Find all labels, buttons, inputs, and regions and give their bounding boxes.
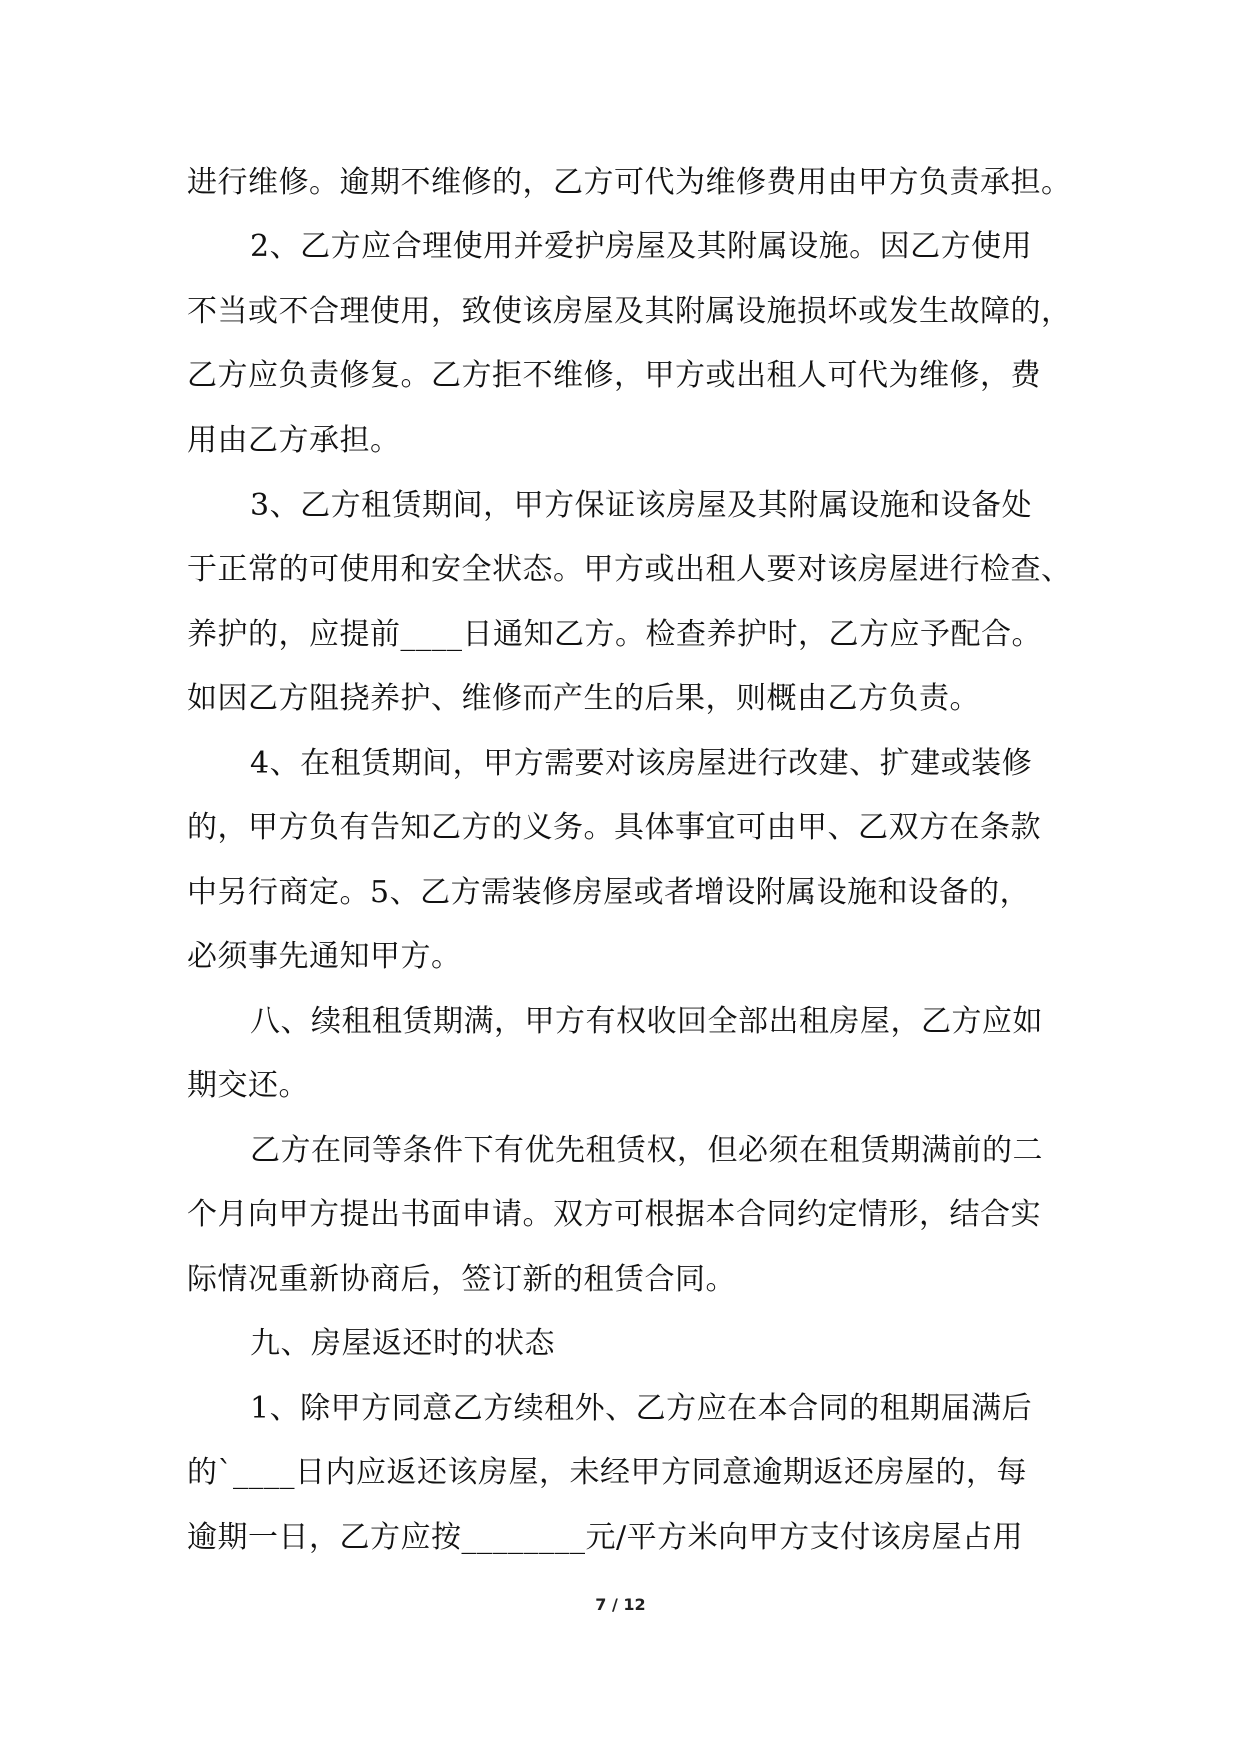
text-line: [0, 806, 1241, 850]
line-text: 于正常的可使用和安全状态。甲方或出租人要对该房屋进行检查、: [187, 552, 1072, 587]
line-text: 逾期一日，乙方应按________元/平方米向甲方支付该房屋占用: [187, 1520, 1024, 1555]
line-text: 如因乙方阻挠养护、维修而产生的后果，则概由乙方负责。: [187, 681, 980, 716]
text-line: [0, 484, 1241, 528]
text-line: [0, 225, 1241, 269]
line-text: 养护的，应提前____日通知乙方。检查养护时，乙方应予配合。: [187, 617, 1042, 652]
text-line: [0, 1000, 1241, 1044]
line-text: 乙方在同等条件下有优先租赁权，但必须在租赁期满前的二: [250, 1133, 1043, 1168]
line-text: 不当或不合理使用，致使该房屋及其附属设施损坏或发生故障的，: [187, 294, 1072, 329]
line-text: 八、续租租赁期满，甲方有权收回全部出租房屋，乙方应如: [250, 1004, 1043, 1039]
line-text: 3、乙方租赁期间，甲方保证该房屋及其附属设施和设备处: [250, 488, 1033, 523]
line-text: 的`____日内应返还该房屋，未经甲方同意逾期返还房屋的，每: [187, 1455, 1027, 1490]
text-line: [0, 1193, 1241, 1237]
line-text: 中另行商定。5、乙方需装修房屋或者增设附属设施和设备的，: [187, 875, 1031, 910]
text-line: [0, 1322, 1241, 1366]
text-line: [0, 1258, 1241, 1302]
line-text: 1、除甲方同意乙方续租外、乙方应在本合同的租期届满后: [250, 1391, 1033, 1426]
line-text: 际情况重新协商后，签订新的租赁合同。: [187, 1262, 736, 1297]
text-line: [0, 1129, 1241, 1173]
text-line: [0, 419, 1241, 463]
text-line: [0, 613, 1241, 657]
text-line: [0, 677, 1241, 721]
text-line: [0, 742, 1241, 786]
line-text: 用由乙方承担。: [187, 423, 401, 458]
line-text: 乙方应负责修复。乙方拒不维修，甲方或出租人可代为维修，费: [187, 358, 1041, 393]
text-line: [0, 548, 1241, 592]
text-line: [0, 1516, 1241, 1560]
text-line: [0, 1451, 1241, 1495]
text-line: [0, 1064, 1241, 1108]
line-text: 必须事先通知甲方。: [187, 939, 462, 974]
text-line: [0, 935, 1241, 979]
line-text: 期交还。: [187, 1068, 309, 1103]
text-line: [0, 871, 1241, 915]
line-text: 九、房屋返还时的状态: [250, 1326, 555, 1361]
line-text: 个月向甲方提出书面申请。双方可根据本合同约定情形，结合实: [187, 1197, 1041, 1232]
line-text: 的，甲方负有告知乙方的义务。具体事宜可由甲、乙双方在条款: [187, 810, 1041, 845]
text-line: [0, 354, 1241, 398]
page-number: 7 / 12: [595, 1595, 646, 1614]
text-line: [0, 1387, 1241, 1431]
line-text: 4、在租赁期间，甲方需要对该房屋进行改建、扩建或装修: [250, 746, 1033, 781]
text-line: [0, 161, 1241, 205]
text-line: [0, 290, 1241, 334]
line-text: 2、乙方应合理使用并爱护房屋及其附属设施。因乙方使用: [250, 229, 1033, 264]
line-text: 进行维修。逾期不维修的，乙方可代为维修费用由甲方负责承担。: [187, 165, 1072, 200]
